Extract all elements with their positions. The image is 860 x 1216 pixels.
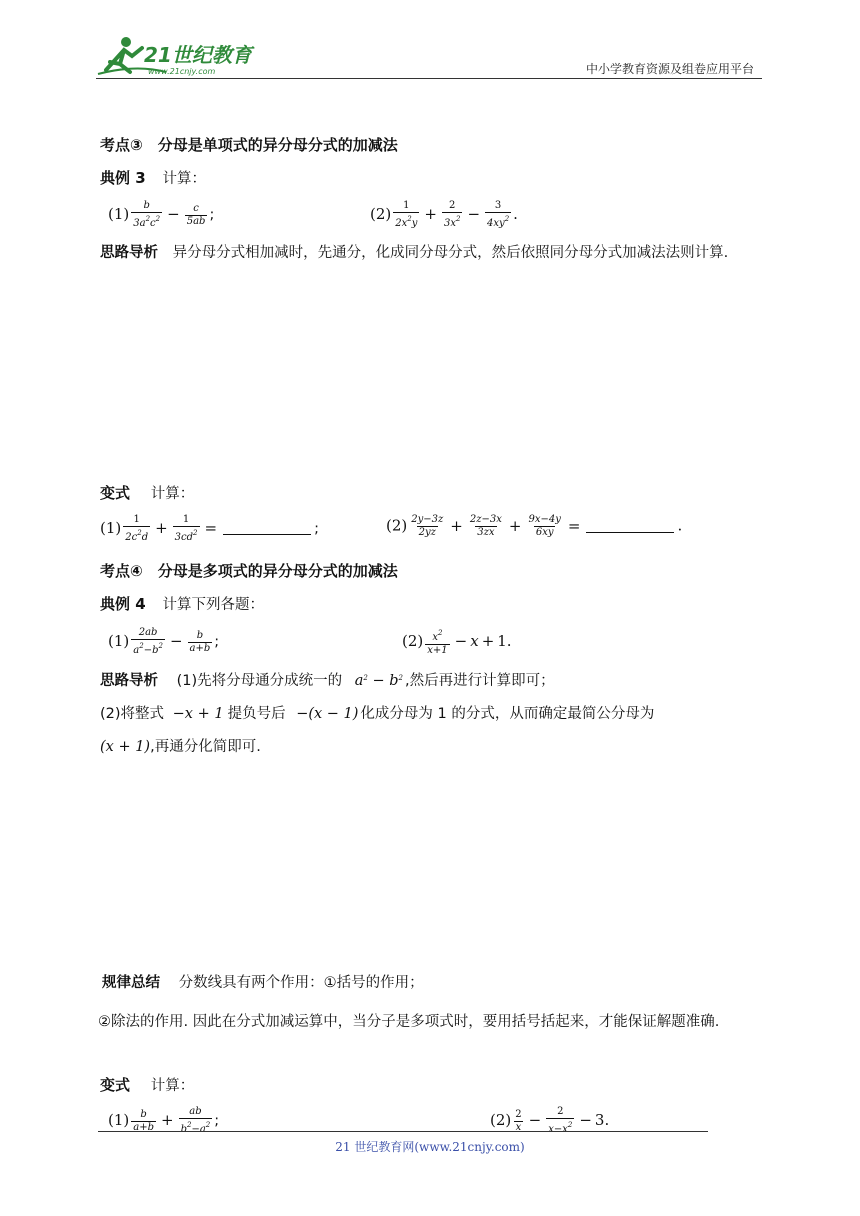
variant-1-line <box>100 482 194 503</box>
logo-url: www.21cnjy.com <box>148 67 216 76</box>
example-4-problem-1: (1) $\frac{2ab}{a^2-b^2}$ − $\frac{b}{a+b}$ ; <box>108 627 220 656</box>
header-platform-text: 中小学教育资源及组卷应用平台 <box>585 62 754 76</box>
guide-3-label: 思路导析 <box>100 245 158 261</box>
example-3-problem-2: (2) $\frac{1}{2x^2y}$ + $\frac{2}{3x^2}$ − $\frac{3}{4xy^2}$ . <box>370 200 518 229</box>
example-3-label: 典例 3 <box>100 169 146 187</box>
example-4-problem-2: (2) $\frac{x^2}{x+1}$ − x + 1. <box>402 629 512 656</box>
example-4-text: 计算下列各题： <box>162 597 264 613</box>
site-logo <box>96 34 266 80</box>
summary-label: 规律总结 <box>102 975 160 991</box>
example-4-line <box>100 593 264 614</box>
answer-blank[interactable] <box>586 532 674 533</box>
example-3-text: 计算： <box>162 171 206 187</box>
footer-text: 21 世纪教育网(www.21cnjy.com) <box>335 1140 525 1154</box>
summary-text-2: ②除法的作用. 因此在分式加减运算中，当分子是多项式时，要用括号括起来，才能保证解题准确. <box>98 1014 720 1030</box>
footer-divider <box>98 1131 708 1132</box>
rule-summary <box>98 968 766 1039</box>
variant-2-line <box>100 1074 194 1095</box>
example-4-label: 典例 4 <box>100 595 146 613</box>
variant-1-label: 变式 <box>100 484 131 502</box>
example-3-problem-1: (1) $\frac{b}{3a^2c^2}$ − $\frac{c}{5ab}$ ; <box>108 200 215 229</box>
guide-4-label: 思路导析 <box>100 673 158 689</box>
variant-2-label: 变式 <box>100 1076 131 1094</box>
variant-1-text: 计算： <box>150 486 195 502</box>
header-divider <box>96 78 762 79</box>
variant-1-problem-1: (1) $\frac{1}{2c^2d}$ + $\frac{1}{3cd^2}$ = ; <box>100 514 319 543</box>
guide-3 <box>100 238 764 269</box>
summary-text-1: 分数线具有两个作用：①括号的作用； <box>178 975 424 991</box>
variant-2-problem-2: (2) $\frac{2}{x}$ − $\frac{2}{x-x^2}$ − 3. <box>490 1106 610 1135</box>
logo-text: 21世纪教育 <box>144 43 252 67</box>
section-3-title: 考点③ 分母是单项式的异分母分式的加减法 <box>100 136 398 154</box>
variant-2-text: 计算： <box>150 1078 195 1094</box>
variant-2-problem-1: (1) $\frac{b}{a+b}$ + $\frac{ab}{b^2-a^2}$ ; <box>108 1106 220 1135</box>
section-4-title: 考点④ 分母是多项式的异分母分式的加减法 <box>100 562 398 580</box>
example-3-line <box>100 167 206 188</box>
guide-4: 思路导析 (1)先将分母通分成统一的 $a^2 - b^2$ ,然后再进行计算即可； (2)将整式 −x + 1 提负号后 −(x − 1) 化成分母为 1 的分式，从而确定最简公分母为 (x + 1),再通分化简即可. <box>100 673 655 755</box>
answer-blank[interactable] <box>223 534 311 535</box>
variant-1-problem-2: (2) $\frac{2y-3z}{2yz}$ + $\frac{2z-3x}{3zx}$ + $\frac{9x-4y}{6xy}$ = . <box>386 514 683 538</box>
guide-3-text: 异分母分式相加减时，先通分，化成同分母分式，然后依照同分母分式加减法法则计算. <box>172 245 729 261</box>
